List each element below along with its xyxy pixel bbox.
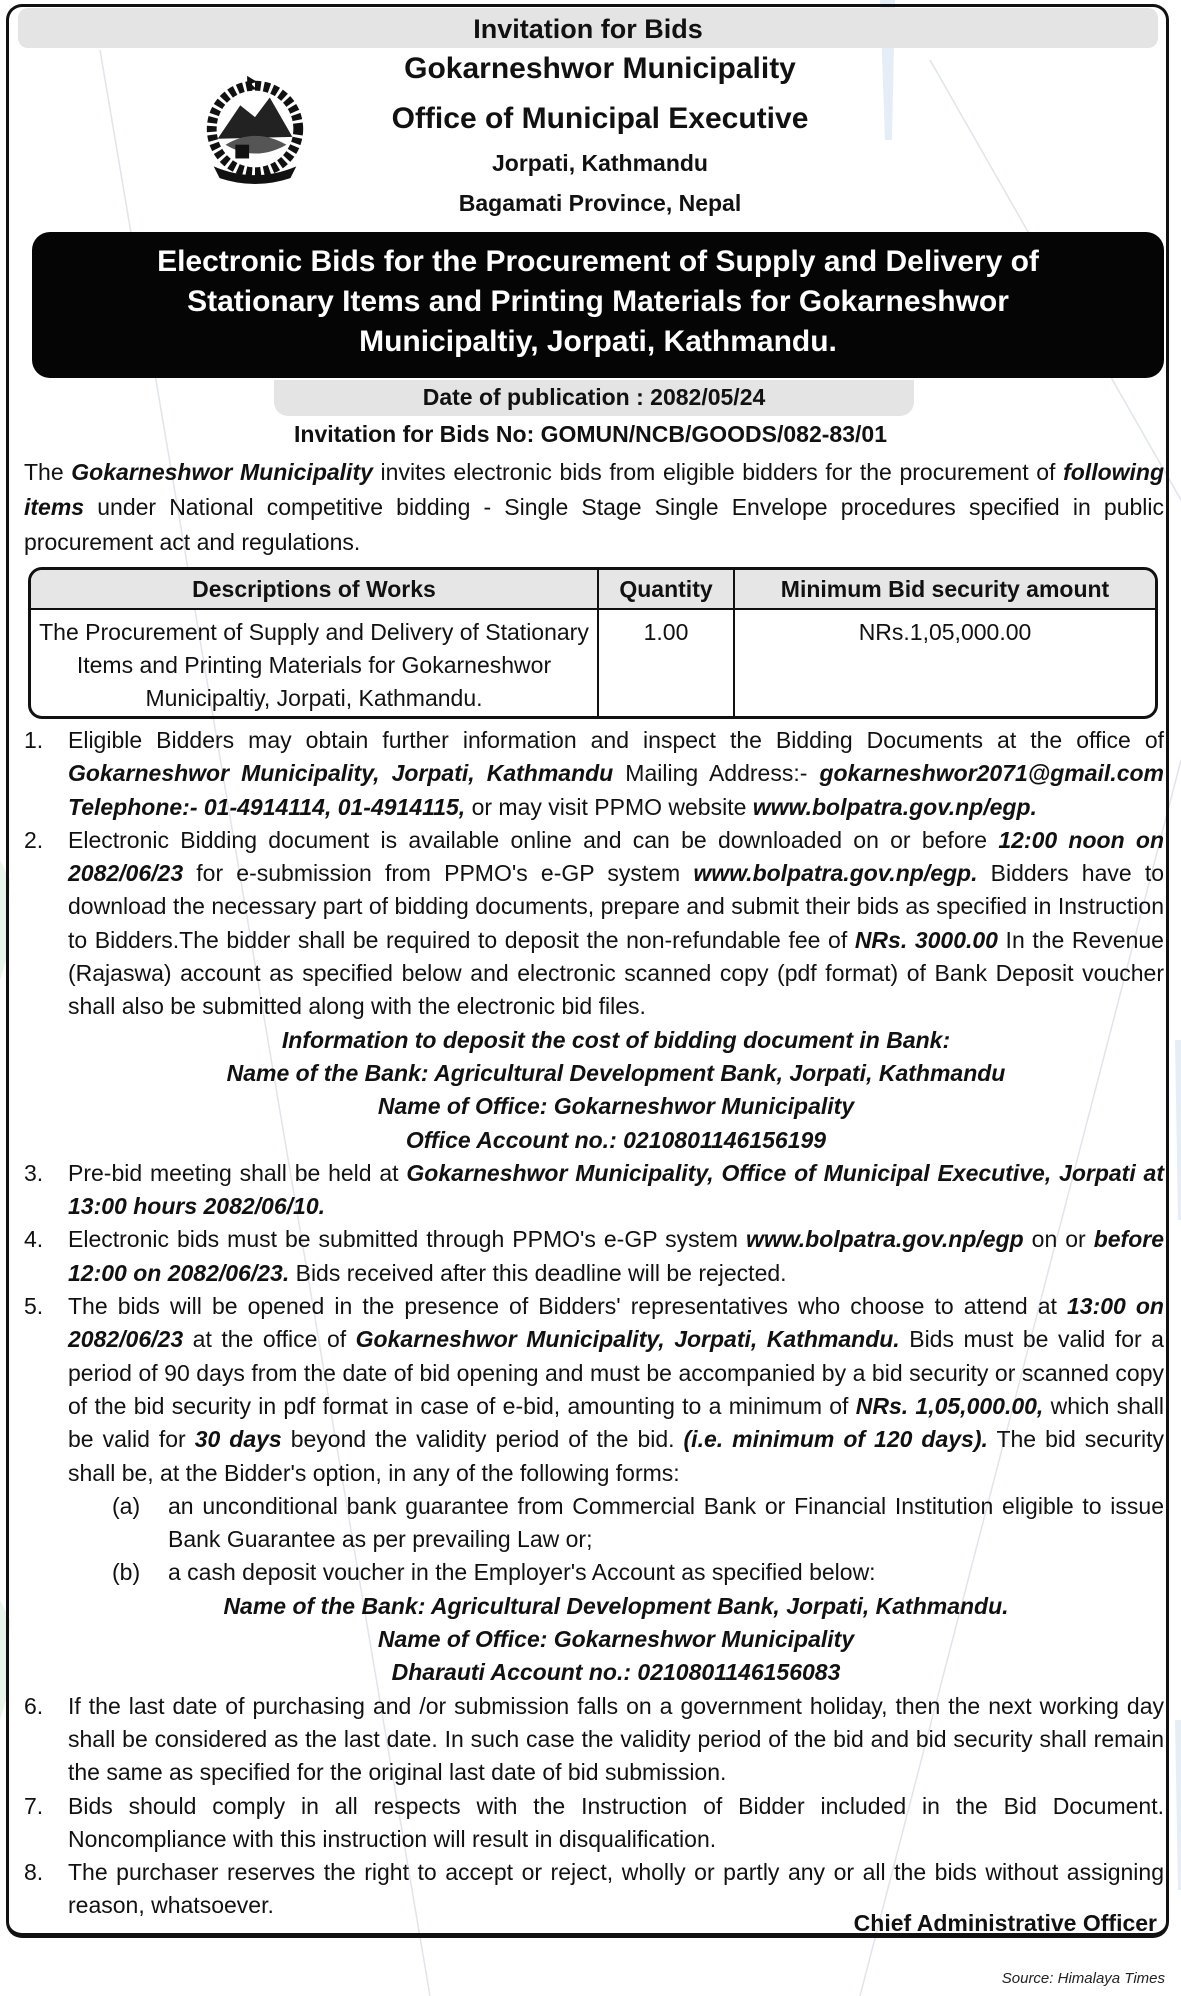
text: The bids will be opened in the presence of Bidders' representatives who choose to attend at	[68, 1293, 1067, 1320]
sub-item-label: (b)	[112, 1559, 141, 1586]
item-text: The purchaser reserves the right to accept or reject, wholly or partly any or all the bids without assigning reason, whatsoever.	[68, 1859, 1164, 1919]
ifb-number: Invitation for Bids No: GOMUN/NCB/GOODS/082-83/01	[294, 421, 887, 447]
title-line: Electronic Bids for the Procurement of Supply and Delivery of	[157, 245, 1039, 278]
emphasis: 13:00 on 2082/06/23	[68, 1293, 1164, 1353]
text: Bids received after this deadline will be rejected.	[289, 1259, 787, 1286]
item-number: 3.	[24, 1159, 44, 1186]
list-item	[24, 1690, 1164, 1790]
item-text	[68, 1223, 1164, 1290]
text: for e-submission from PPMO's e-GP system	[183, 860, 694, 887]
bank-info-line: Name of the Bank: Agricultural Development Bank, Jorpati, Kathmandu.	[223, 1592, 1009, 1619]
bank-info-line: Dharauti Account no.: 0210801146156083	[391, 1659, 841, 1686]
text: Mailing Address:-	[613, 760, 820, 787]
bank-info-line: Name of the Bank: Agricultural Development Bank, Jorpati, Kathmandu	[226, 1059, 1006, 1086]
text: under National competitive bidding - Single Stage Single Envelope procedures specified in public procurement act and regulations.	[24, 494, 1164, 555]
item-number: 7.	[24, 1792, 44, 1819]
col-quantity: Quantity	[599, 570, 735, 608]
cell-quantity: 1.00	[599, 610, 735, 718]
ppmo-link[interactable]: www.bolpatra.gov.np/egp	[745, 1226, 1024, 1253]
org-name: Gokarneshwor Municipality	[404, 52, 796, 85]
item-text	[68, 724, 1164, 824]
item-text: Bids should comply in all respects with the Instruction of Bidder included in the Bid Document. Noncompliance with this instruction will result in disqualification.	[68, 1792, 1164, 1852]
text: In the Revenue (Rajaswa) account as specified below and electronic scanned copy (pdf format) of Bank Deposit voucher shall also be submitted along with the electronic bid files.	[68, 926, 1164, 1020]
text: invites electronic bids from eligible bidders for the procurement of	[372, 459, 1064, 485]
publication-date: Date of publication : 2082/05/24	[274, 380, 914, 416]
items-emphasis: following items	[24, 459, 1165, 520]
contact-info[interactable]: gokarneshwor2071@gmail.com Telephone:- 01-4914114, 01-4914115,	[68, 760, 1164, 820]
deadline: before 12:00 on 2082/06/23.	[68, 1226, 1164, 1286]
emphasis: Gokarneshwor Municipality, Jorpati, Kathmandu.	[355, 1326, 900, 1353]
list-item	[24, 724, 1164, 824]
text: Bidders have to download the necessary part of bidding documents, prepare and submit their bids as specified in Instruction to Bidders.The bidder shall be required to deposit the non-refundable fee of	[68, 860, 1165, 953]
item-text	[68, 824, 1164, 1024]
list-item	[24, 1223, 1164, 1290]
source-credit: Source: Himalaya Times	[1001, 1970, 1165, 1987]
emphasis: Gokarneshwor Municipality, Jorpati, Kathmandu	[68, 760, 614, 787]
text: Electronic Bidding document is available online and can be downloaded on or before	[68, 826, 999, 853]
text: Electronic bids must be submitted through PPMO's e-GP system	[68, 1226, 746, 1253]
text: or may visit PPMO website	[465, 793, 753, 820]
cell-bid-security: NRs.1,05,000.00	[858, 619, 1032, 645]
nepal-emblem-icon	[196, 68, 314, 186]
bank-info-line: Office Account no.: 0210801146156199	[405, 1126, 827, 1153]
notice-heading: Invitation for Bids	[18, 8, 1158, 48]
ppmo-link[interactable]: www.bolpatra.gov.np/egp.	[752, 793, 1037, 820]
ppmo-link[interactable]: www.bolpatra.gov.np/egp.	[693, 860, 978, 887]
list-item	[24, 1157, 1164, 1224]
item-number: 6.	[24, 1692, 44, 1719]
province: Bagamati Province, Nepal	[458, 190, 742, 216]
emphasis: 30 days	[194, 1426, 282, 1453]
text: at the office of	[183, 1326, 356, 1353]
title-line: Stationary Items and Printing Materials for Gokarneshwor	[187, 285, 1009, 318]
org-emphasis: Gokarneshwor Municipality	[71, 459, 373, 485]
cell-description: The Procurement of Supply and Delivery of Stationary Items and Printing Materials for Gokarneshwor Municipaltiy, Jorpati, Kathmandu.	[31, 610, 599, 718]
item-text	[68, 1290, 1164, 1490]
text: on or	[1023, 1226, 1094, 1253]
text: which shall be valid for	[68, 1392, 1164, 1453]
office-name: Office of Municipal Executive	[391, 102, 809, 135]
fee-amount: NRs. 3000.00	[854, 926, 998, 953]
item-text: If the last date of purchasing and /or submission falls on a government holiday, then the next working day shall be considered as the last date. In such case the validity period of the bid and bid security shall remain the same as specified for the original last date of bid submission.	[68, 1692, 1164, 1786]
item-number: 5.	[24, 1293, 44, 1320]
sub-item-label: (a)	[112, 1492, 141, 1519]
intro-paragraph	[24, 455, 1164, 560]
emphasis: (i.e. minimum of 120 days).	[683, 1426, 988, 1453]
sub-item-text: a cash deposit voucher in the Employer's Account as specified below:	[168, 1559, 876, 1586]
list-item	[24, 824, 1164, 1024]
list-item	[24, 1290, 1164, 1490]
text: The bid security shall be, at the Bidder's option, in any of the following forms:	[68, 1426, 1165, 1486]
city: Jorpati, Kathmandu	[492, 150, 708, 176]
text: The	[24, 459, 72, 485]
bank-info-line: Name of Office: Gokarneshwor Municipality	[377, 1093, 855, 1120]
emphasis: Gokarneshwor Municipality, Office of Municipal Executive, Jorpati at 13:00 hours 2082/06/10.	[68, 1159, 1164, 1220]
sub-item	[112, 1556, 1164, 1589]
title-line: Municipaltiy, Jorpati, Kathmandu.	[359, 325, 837, 358]
sub-item	[112, 1490, 1164, 1557]
text: Eligible Bidders may obtain further information and inspect the Bidding Documents at the office of	[68, 727, 1164, 753]
item-number: 8.	[24, 1859, 44, 1886]
list-item	[24, 1790, 1164, 1857]
bank-info-line: Information to deposit the cost of bidding document in Bank:	[281, 1026, 951, 1053]
col-description: Descriptions of Works	[31, 570, 599, 608]
deadline: 12:00 noon on 2082/06/23	[68, 826, 1165, 887]
col-bid-security: Minimum Bid security amount	[780, 576, 1110, 602]
table-header	[31, 570, 1155, 610]
signatory: Chief Administrative Officer	[853, 1910, 1157, 1936]
bank-info-line: Name of Office: Gokarneshwor Municipality	[377, 1626, 855, 1653]
emphasis: NRs. 1,05,000.00,	[855, 1392, 1044, 1419]
item-text	[68, 1157, 1164, 1224]
procurement-title	[32, 232, 1164, 378]
conditions-list	[24, 724, 1164, 1923]
table-row	[31, 610, 1155, 718]
item-number: 4.	[24, 1226, 44, 1253]
text: Pre-bid meeting shall be held at	[68, 1159, 407, 1186]
sub-item-text: an unconditional bank guarantee from Commercial Bank or Financial Institution eligible to issue Bank Guarantee as per prevailing Law or;	[168, 1492, 1164, 1553]
text: beyond the validity period of the bid.	[281, 1426, 684, 1453]
item-number: 1.	[24, 727, 44, 753]
item-number: 2.	[24, 826, 44, 853]
text: Bids must be valid for a period of 90 days from the date of bid opening and must be accompanied by a bid security or scanned copy of the bid security in pdf format in case of e-bid, amounting to a minimum of	[68, 1326, 1164, 1419]
works-table	[28, 567, 1158, 719]
